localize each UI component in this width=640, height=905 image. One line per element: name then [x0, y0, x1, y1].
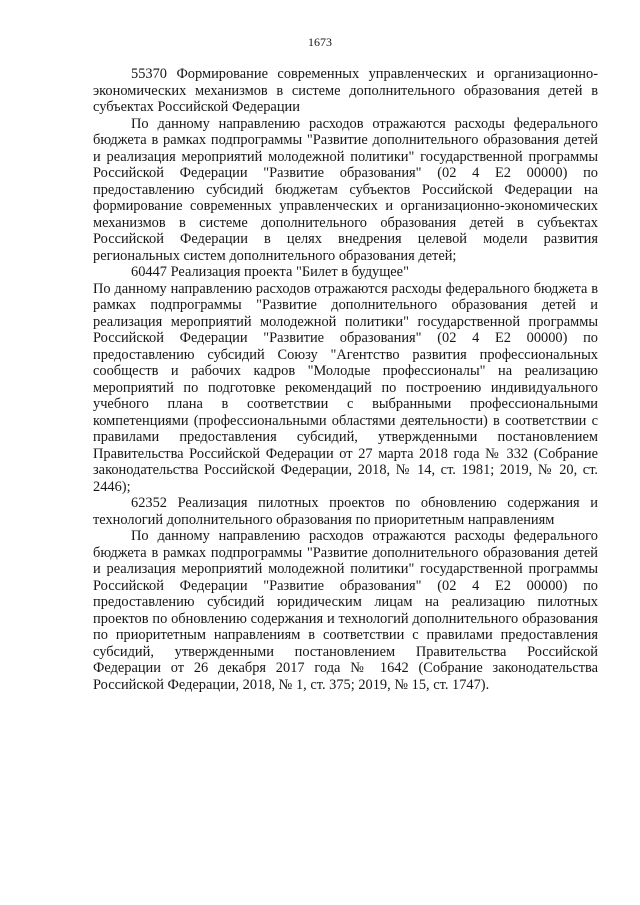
page-number: 1673 [308, 35, 332, 49]
paragraph-55370-heading: 55370 Формирование современных управленческих и организационно-экономических механизмов в системе дополнительного образования детей в субъектах Российской Федерации [93, 66, 598, 115]
paragraph-55370-description: По данному направлению расходов отражаются расходы федерального бюджета в рамках подпрограммы "Развитие дополнительного образования детей и реализация мероприятий молодежной политики" государственной программы Российской Федерации "Развитие образования" (02 4 Е2 00000) по предоставлению субсидий бюджетам субъектов Российской Федерации на формирование современных управленческих и организационно-экономических механизмов в системе дополнительного образования детей в субъектах Российской Федерации в целях внедрения целевой модели развития региональных систем дополнительного образования детей; [93, 115, 598, 264]
paragraph-62352-description: По данному направлению расходов отражаются расходы федерального бюджета в рамках подпрограммы "Развитие дополнительного образования детей и реализация мероприятий молодежной политики" государственной программы Российской Федерации "Развитие образования" (02 4 Е2 00000) по предоставлению субсидий юридическим лицам на реализацию пилотных проектов по обновлению содержания и технологий дополнительного образования по приоритетным направлениям в соответствии с правилами предоставления субсидий, утвержденными постановлением Правительства Российской Федерации от 26 декабря 2017 года № 1642 (Собрание законодательства Российской Федерации, 2018, № 1, ст. 375; 2019, № 15, ст. 1747). [93, 528, 598, 693]
paragraph-60447-heading: 60447 Реализация проекта "Билет в будущее" [131, 264, 409, 280]
document-body [93, 66, 598, 693]
paragraph-60447-description: По данному направлению расходов отражаются расходы федерального бюджета в рамках подпрограммы "Развитие дополнительного образования детей и реализация мероприятий молодежной политики" государственной программы Российской Федерации "Развитие образования" (02 4 Е2 00000) по предоставлению субсидий Союзу "Агентство развития профессиональных сообществ и рабочих кадров "Молодые профессионалы" на реализацию мероприятий по подготовке рекомендаций по построению индивидуального учебного плана в соответствии с выбранными профессиональными компетенциями (профессиональными областями деятельности) в соответствии с правилами предоставления субсидий, утвержденными постановлением Правительства Российской Федерации от 27 марта 2018 года № 332 (Собрание законодательства Российской Федерации, 2018, № 14, ст. 1981; 2019, № 20, ст. 2446); [93, 280, 598, 495]
paragraph-62352-heading: 62352 Реализация пилотных проектов по обновлению содержания и технологий дополнительного образования по приоритетным направлениям [93, 495, 598, 528]
